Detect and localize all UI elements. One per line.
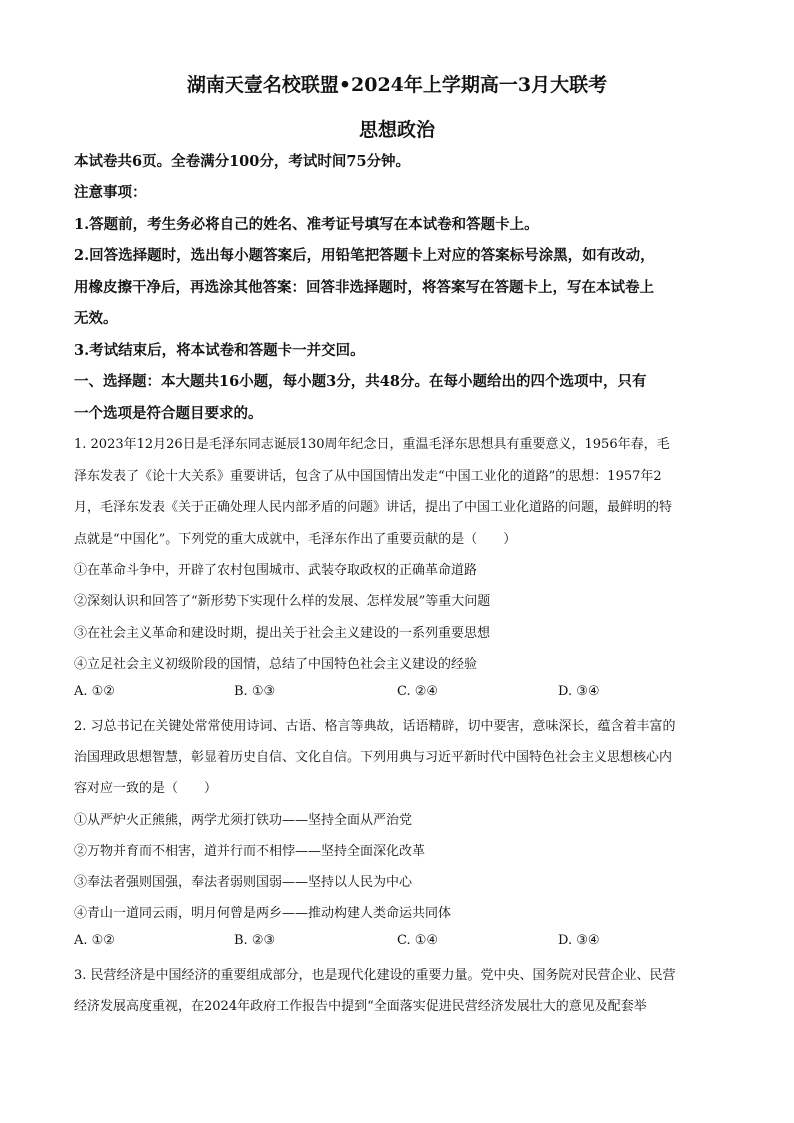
question-1-stem: 点就是“中国化”。下列党的重大成就中，毛泽东作出了重要贡献的是（ ） [74,532,517,547]
question-2-stem: 容对应一致的是（ ） [74,781,218,796]
subject-title: 思想政治 [358,119,435,141]
question-1-item: ②深刻认识和回答了“新形势下实现什么样的发展、怎样发展”等重大问题 [74,594,491,609]
question-2-item: ③奉法者强则国强，奉法者弱则国弱——坚持以人民为中心 [74,875,413,890]
exam-title: 湖南天壹名校联盟•2024年上学期高一3月大联考 [186,74,608,96]
question-1-item: ③在社会主义革命和建设时期，提出关于社会主义建设的一系列重要思想 [74,626,491,641]
question-2-stem: 2. 习总书记在关键处常常使用诗词、古语、格言等典故，话语精辟，切中要害，意味深长，蕴含着丰富的 [74,719,676,734]
section-heading: 一、选择题：本大题共16小题，每小题3分，共48分。在每小题给出的四个选项中，只有 [74,373,647,390]
question-1-stem: 月，毛泽东发表《关于正确处理人民内部矛盾的问题》讲话，提出了中国工业化道路的问题，最鲜明的特 [74,500,673,515]
question-2-item: ④青山一道同云雨，明月何曾是两乡——推动构建人类命运共同体 [74,906,452,921]
intro-line: 3.考试结束后，将本试卷和答题卡一并交回。 [74,342,365,359]
question-2-option-d: D. ③④ [558,933,600,948]
intro-line: 1.答题前，考生务必将自己的姓名、准考证号填写在本试卷和答题卡上。 [74,216,539,233]
question-2-item: ②万物并育而不相害，道并行而不相悖——坚持全面深化改革 [74,844,426,859]
question-1-stem: 泽东发表了《论十大关系》重要讲话，包含了从中国国情出发走“中国工业化的道路”的思想：1957年2 [74,469,662,484]
question-1-item: ④立足社会主义初级阶段的国情，总结了中国特色社会主义建设的经验 [74,657,478,672]
intro-line: 用橡皮擦干净后，再选涂其他答案：回答非选择题时，将答案写在答题卡上，写在本试卷上 [74,279,654,296]
question-3-stem: 3. 民营经济是中国经济的重要组成部分，也是现代化建设的重要力量。党中央、国务院对民营企业、民营 [74,968,676,983]
intro-line: 本试卷共6页。全卷满分100分，考试时间75分钟。 [74,153,411,170]
question-1-stem: 1. 2023年12月26日是毛泽东同志诞辰130周年纪念日，重温毛泽东思想具有重要意义，1956年春，毛 [74,437,670,452]
intro-line: 2.回答选择题时，选出每小题答案后，用铅笔把答题卡上对应的答案标号涂黑，如有改动， [74,247,655,264]
question-2-option-a: A. ①② [74,933,115,948]
question-1-option-a: A. ①② [74,684,115,699]
question-1-option-d: D. ③④ [558,684,600,699]
question-2-option-b: B. ②③ [234,933,276,948]
section-heading: 一个选项是符合题目要求的。 [74,405,263,422]
question-1-option-b: B. ①③ [234,684,276,699]
question-2-item: ①从严炉火正熊熊，两学尤须打铁功——坚持全面从严治党 [74,813,413,828]
question-1-option-c: C. ②④ [397,684,439,699]
question-2-option-c: C. ①④ [397,933,439,948]
question-2-stem: 治国理政思想智慧，彰显着历史自信、文化自信。下列用典与习近平新时代中国特色社会主义思想核心内 [74,750,673,765]
intro-line: 注意事项： [74,184,147,201]
intro-line: 无效。 [74,310,118,327]
question-1-item: ①在革命斗争中，开辟了农村包围城市、武装夺取政权的正确革命道路 [74,563,478,578]
question-3-stem: 经济发展高度重视，在2024年政府工作报告中提到“全面落实促进民营经济发展壮大的意见及配套举 [74,999,647,1014]
